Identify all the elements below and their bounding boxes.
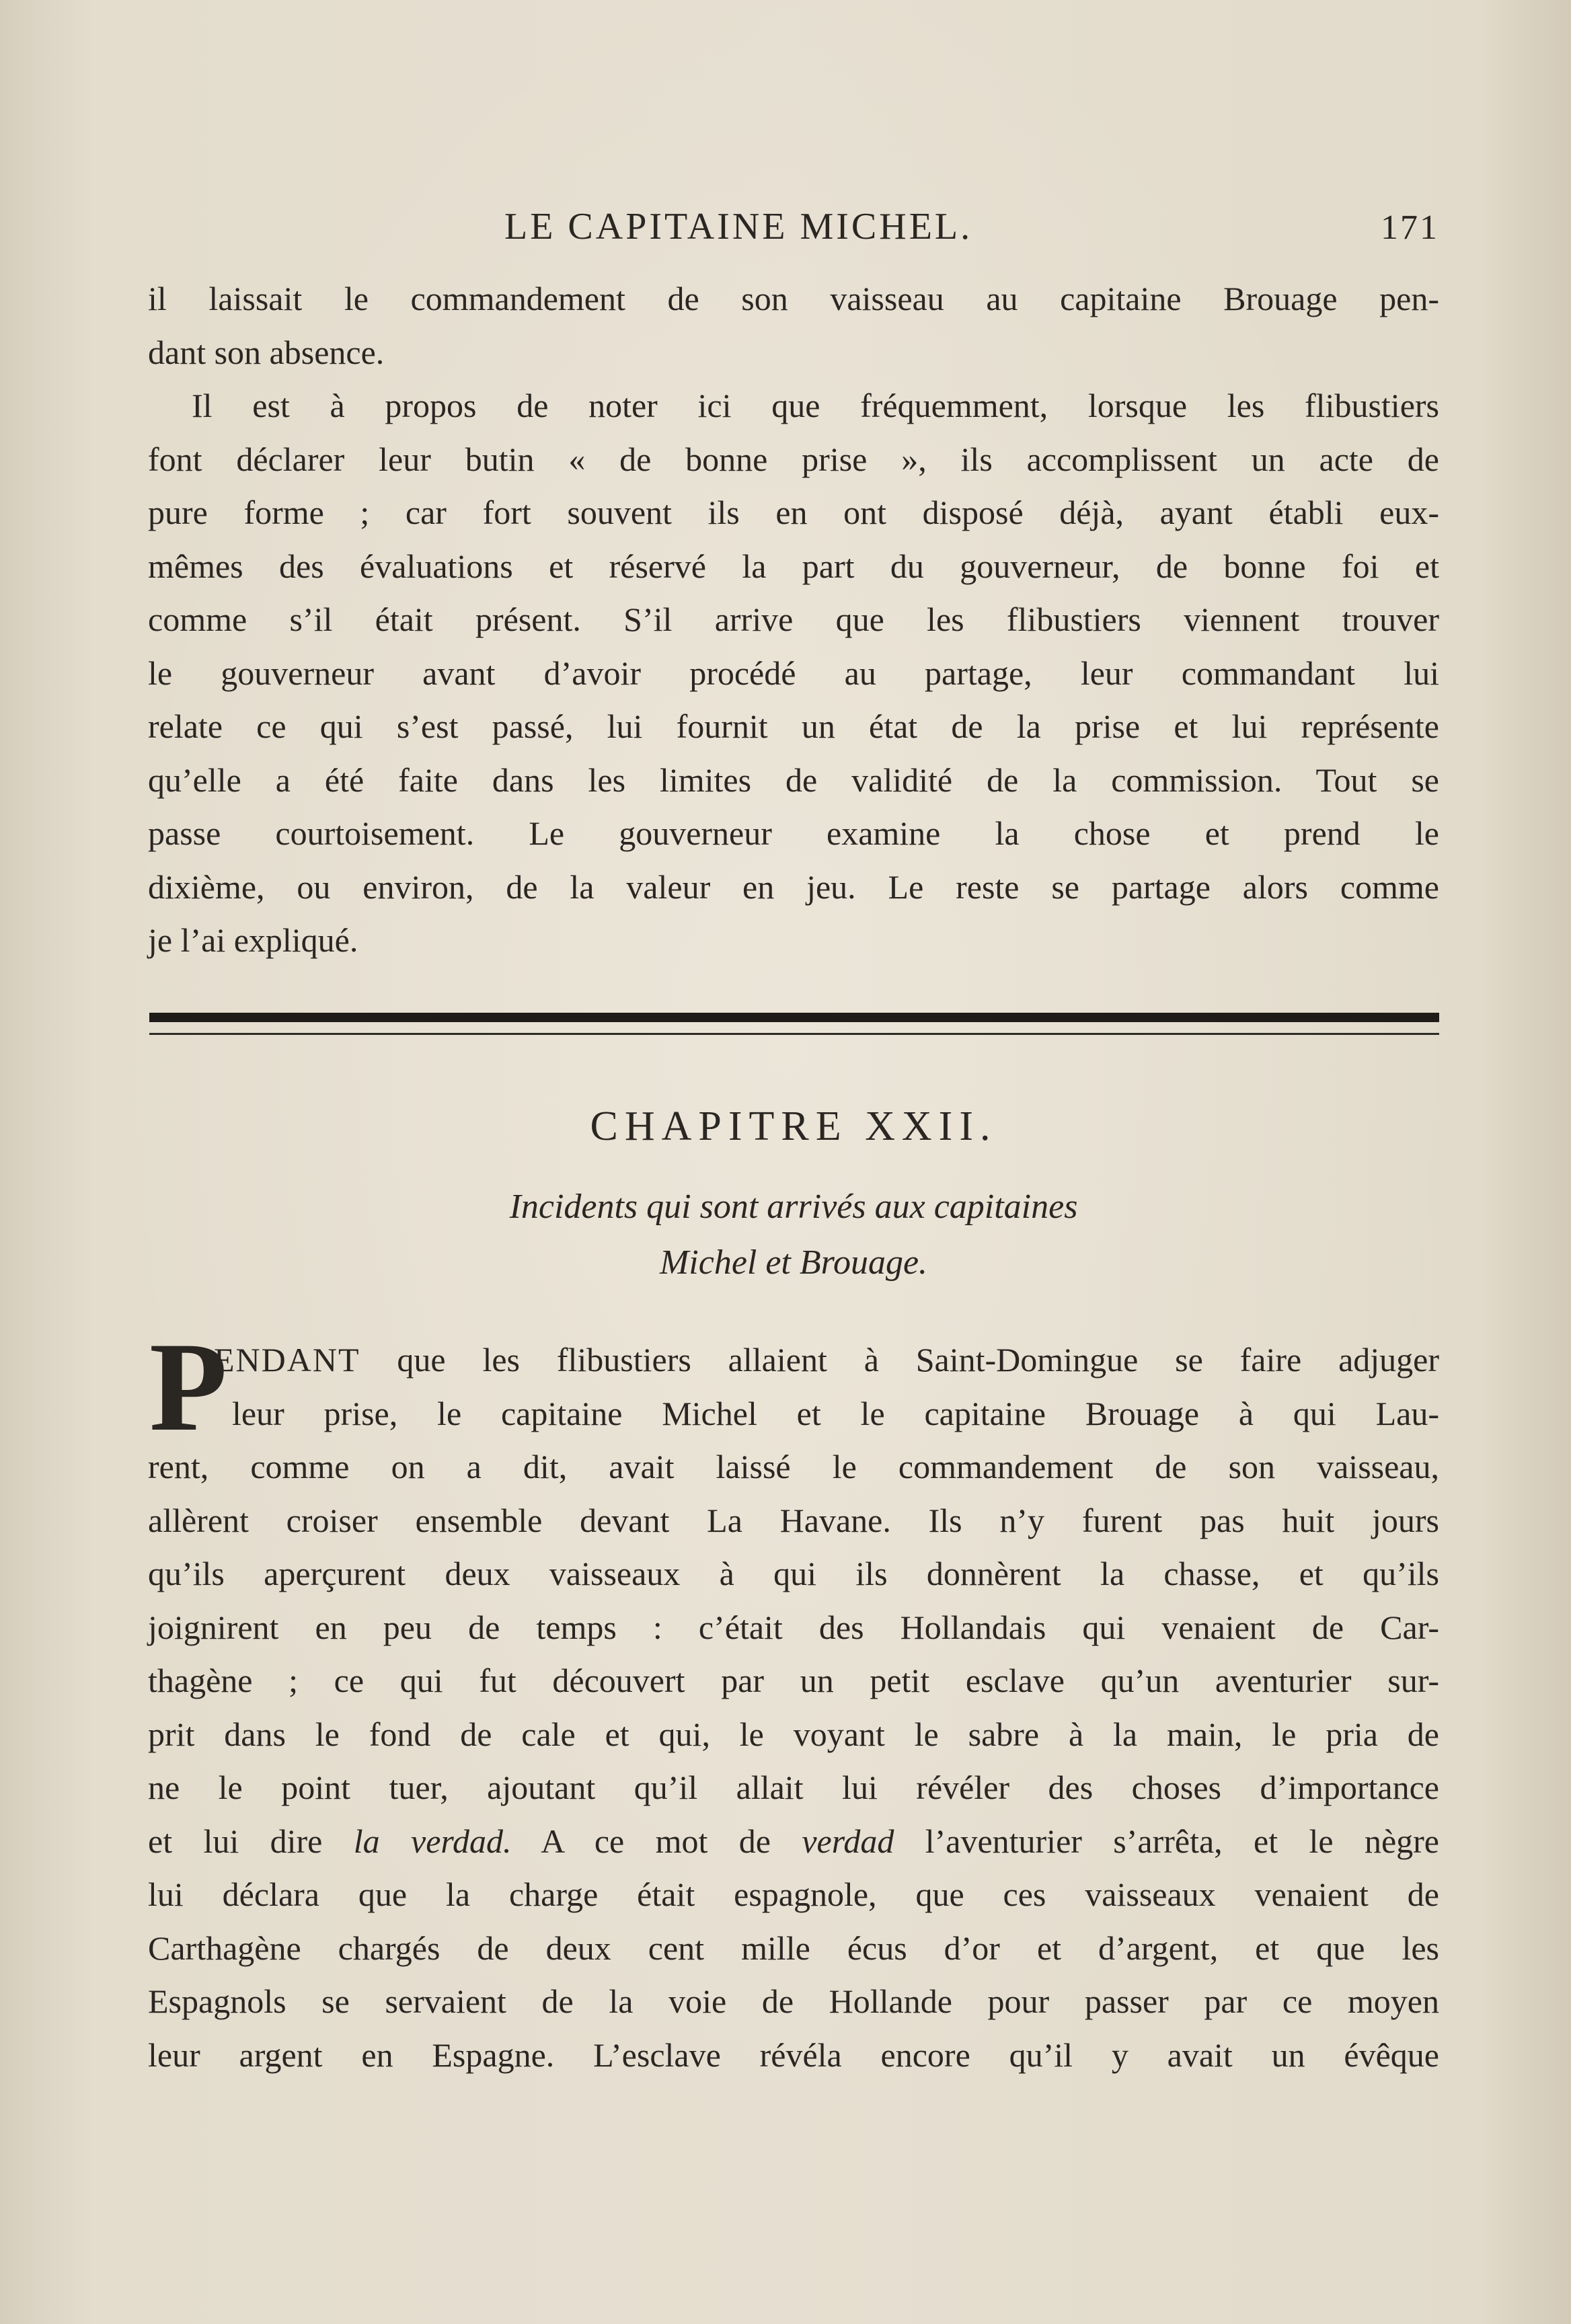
text-line: Carthagène chargés de deux cent mille écus d’or et d’argent, et que les (148, 1929, 1439, 1967)
chapter-divider-thick (149, 1013, 1439, 1022)
text-line: leur prise, le capitaine Michel et le capitaine Brouage à qui Lau- (232, 1394, 1439, 1432)
verdad-italic: la verdad. (353, 1822, 512, 1860)
text-line: prit dans le fond de cale et qui, le voyant le sabre à la main, le pria de (148, 1715, 1439, 1753)
text-line: ne le point tuer, ajoutant qu’il allait lui révéler des choses d’importance (148, 1769, 1439, 1806)
text-line: joignirent en peu de temps : c’était des Hollandais qui venaient de Car- (148, 1608, 1439, 1646)
running-head (148, 205, 1439, 259)
text-line: mêmes des évaluations et réservé la part du gouverneur, de bonne foi et (148, 547, 1439, 585)
text-line: pure forme ; car fort souvent ils en ont disposé déjà, ayant établi eux- (148, 494, 1439, 531)
opening-small-caps: ENDANT (214, 1341, 360, 1379)
text-line-rest: que les flibustiers allaient à Saint-Domingue se faire adjuger (360, 1341, 1439, 1379)
text-line: thagène ; ce qui fut découvert par un petit esclave qu’un aventurier sur- (148, 1662, 1439, 1699)
text-line: font déclarer leur butin « de bonne prise », ils accomplissent un acte de (148, 440, 1439, 478)
text-line (148, 1815, 1439, 1869)
text-line: je l’ai expliqué. (148, 921, 358, 959)
text-line: le gouverneur avant d’avoir procédé au partage, leur commandant lui (148, 654, 1439, 692)
text-line: dant son absence. (148, 333, 385, 371)
text-line: Espagnols se servaient de la voie de Hollande pour passer par ce moyen (148, 1982, 1439, 2020)
verdad-line-after: l’aventurier s’arrêta, et le nègre (894, 1822, 1439, 1860)
text-line: qu’ils aperçurent deux vaisseaux à qui ils donnèrent la chasse, et qu’ils (148, 1555, 1439, 1592)
verdad-line-middle: A ce mot de (511, 1822, 802, 1860)
paragraph-continued (148, 272, 1439, 379)
text-line: qu’elle a été faite dans les limites de validité de la commission. Tout se (148, 761, 1439, 799)
text-line: rent, comme on a dit, avait laissé le commandement de son vaisseau, (148, 1448, 1439, 1485)
text-line: allèrent croiser ensemble devant La Havane. Ils n’y furent pas huit jours (148, 1501, 1439, 1539)
text-line: lui déclara que la charge était espagnole, que ces vaisseaux venaient de (148, 1875, 1439, 1913)
page-number: 171 (1381, 208, 1439, 247)
drop-cap: P (149, 1317, 228, 1458)
text-line: il laissait le commandement de son vaisseau au capitaine Brouage pen- (148, 280, 1439, 317)
text-line: Il est à propos de noter ici que fréquemment, lorsque les flibustiers (192, 387, 1439, 424)
text-line (148, 1333, 1439, 1387)
verdad-italic: verdad (802, 1822, 894, 1860)
text-line: passe courtoisement. Le gouverneur examine la chose et prend le (148, 814, 1439, 852)
chapter-subtitle: Incidents qui sont arrivés aux capitaines (509, 1188, 1078, 1226)
chapter-title: CHAPITRE XXII. (590, 1103, 997, 1149)
running-title: LE CAPITAINE MICHEL. (504, 206, 973, 247)
chapter-divider-thin (149, 1033, 1439, 1035)
text-line: dixième, ou environ, de la valeur en jeu. Le reste se partage alors comme (148, 867, 1439, 906)
text-line: leur argent en Espagne. L’esclave révéla encore qu’il y avait un évêque (148, 2036, 1439, 2074)
chapter-subtitle: Michel et Brouage. (659, 1243, 928, 1282)
paragraph-chapter-opening (148, 1317, 1439, 2082)
text-line: comme s’il était présent. S’il arrive que les flibustiers viennent trouver (148, 601, 1439, 638)
text-line: relate ce qui s’est passé, lui fournit un état de la prise et lui représente (148, 707, 1439, 745)
paragraph-bonne-prise (148, 379, 1439, 968)
verdad-line-before: et lui dire (148, 1822, 354, 1860)
